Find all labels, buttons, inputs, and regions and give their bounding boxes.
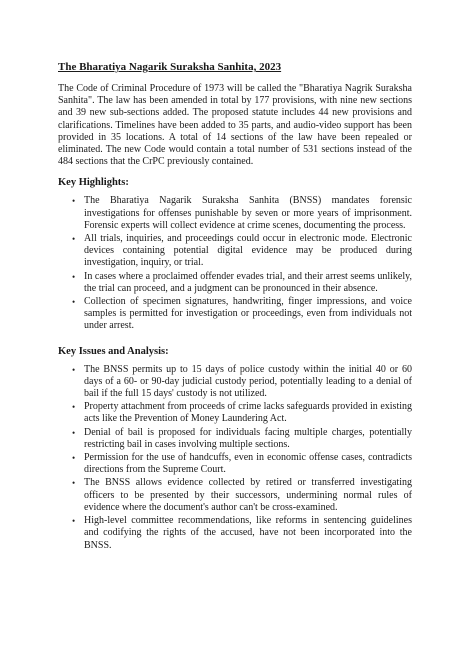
document-title: The Bharatiya Nagarik Suraksha Sanhita, 2023: [58, 61, 282, 73]
highlight-item: [72, 270, 412, 295]
issue-text: The BNSS allows evidence collected by retired or transferred investigating officers to be presented by their successors, undermining normal rules of evidence where the document's author can't be cross-examined.: [84, 477, 412, 513]
issue-text: Denial of bail is proposed for individuals facing multiple charges, potentially restricting bail in cases involving multiple sections.: [84, 426, 412, 450]
highlight-item: [72, 296, 412, 333]
bullet-icon: •: [72, 478, 76, 489]
issue-item: [72, 426, 412, 451]
issue-item: [72, 515, 412, 552]
issue-item: [72, 401, 412, 425]
bullet-icon: •: [72, 402, 76, 413]
key-highlights-list: [58, 195, 412, 332]
issue-text: High-level committee recommendations, like reforms in sentencing guidelines and codifying the rights of the accused, have not been incorporated into the BNSS.: [84, 515, 412, 551]
issue-item: [72, 477, 412, 514]
highlight-text: The Bharatiya Nagarik Suraksha Sanhita (BNSS) mandates forensic investigations for offenses punishable by seven or more years of imprisonment. Forensic experts will collect evidence at crime scenes, documenting the process.: [84, 195, 412, 231]
highlight-text: Collection of specimen signatures, handwriting, finger impressions, and voice samples is permitted for investigation or proceedings, even from individuals not under arrest.: [84, 296, 412, 332]
issue-item: [72, 452, 412, 476]
highlight-item: [72, 233, 412, 270]
issue-text: Property attachment from proceeds of crime lacks safeguards provided in existing acts like the Prevention of Money Laundering Act.: [84, 401, 412, 425]
key-highlights-heading: Key Highlights:: [58, 177, 129, 189]
bullet-icon: •: [72, 516, 76, 527]
bullet-icon: •: [72, 297, 76, 308]
bullet-icon: •: [72, 453, 76, 464]
issue-text: The BNSS permits up to 15 days of police custody within the initial 40 or 60 days of a 60- or 90-day judicial custody period, potentially leading to a denial of bail if the full 15 days' custody is not utilized.: [84, 363, 412, 400]
issue-item: [72, 363, 412, 401]
highlight-text: All trials, inquiries, and proceedings could occur in electronic mode. Electronic devices containing potential digital evidence may be produced during investigation, inquiry, or trial.: [84, 233, 412, 269]
key-issues-heading: Key Issues and Analysis:: [58, 345, 169, 357]
intro-paragraph: The Code of Criminal Procedure of 1973 will be called the "Bharatiya Nagrik Suraksha Sanhita". The law has been amended in total by 177 provisions, with nine new sections and 39 new sub-sections added. The proposed statute includes 44 new provisions and clarifications. Timelines have been added to 35 parts, and audio-video support has been provided in 35 locations. A total of 14 sections of the law have been repealed or eliminated. The new Code would contain a total number of 531 sections instead of the 484 sections that the CrPC previously contained.: [58, 83, 412, 168]
issue-text: Permission for the use of handcuffs, even in economic offense cases, contradicts directions from the Supreme Court.: [84, 452, 412, 476]
bullet-icon: •: [72, 427, 76, 438]
bullet-icon: •: [72, 271, 76, 282]
highlight-text: In cases where a proclaimed offender evades trial, and their arrest seems unlikely, the trial can proceed, and a judgment can be pronounced in their absence.: [84, 270, 412, 294]
key-issues-list: [58, 364, 412, 552]
bullet-icon: •: [72, 364, 76, 375]
highlight-item: [72, 195, 412, 232]
bullet-icon: •: [72, 196, 76, 207]
bullet-icon: •: [72, 234, 76, 245]
